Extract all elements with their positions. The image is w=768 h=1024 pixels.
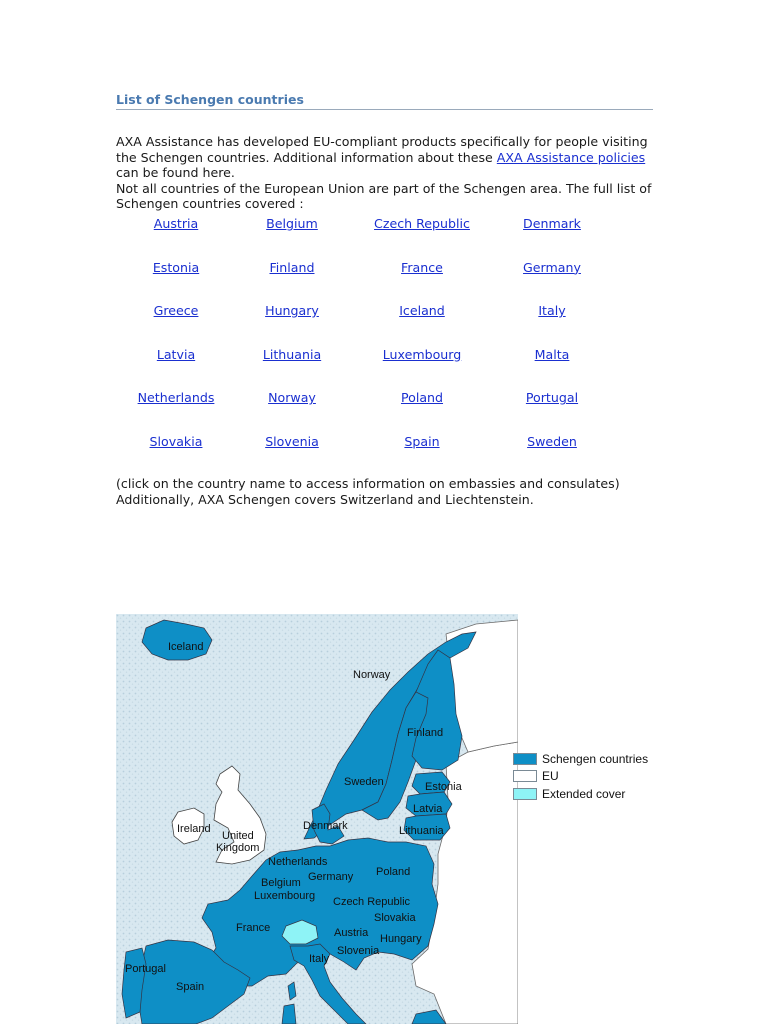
country-link-lithuania[interactable]: Lithuania	[262, 346, 322, 362]
country-link-france[interactable]: France	[401, 259, 443, 275]
map-label-denmark: Denmark	[303, 820, 348, 832]
country-link-finland[interactable]: Finland	[269, 259, 315, 275]
outro-line-1: (click on the country name to access information on embassies and consulates)	[116, 476, 620, 491]
map-label-sweden: Sweden	[344, 776, 384, 788]
country-link-poland[interactable]: Poland	[400, 390, 444, 406]
map-svg	[116, 614, 518, 1024]
country-link-italy[interactable]: Italy	[538, 303, 566, 319]
map-label-slovenia: Slovenia	[337, 945, 380, 957]
outro-line-2: Additionally, AXA Schengen covers Switzerland and Liechtenstein.	[116, 491, 534, 507]
country-link-czech-republic[interactable]: Czech Republic	[374, 216, 470, 231]
country-link-norway[interactable]: Norway	[268, 390, 316, 406]
country-link-latvia[interactable]: Latvia	[156, 346, 196, 362]
map-label-portugal: Portugal	[125, 963, 166, 975]
intro-text-1: AXA Assistance has developed EU-compliant products specifically for people visiting the Schengen countries. Additional information about these	[116, 134, 648, 165]
map-legend	[513, 750, 648, 803]
map-label-uk-1: United	[222, 830, 254, 842]
country-link-iceland[interactable]: Iceland	[399, 303, 445, 319]
country-row	[116, 390, 636, 434]
intro-text-2: can be found here.	[116, 165, 235, 180]
map-label-lithuania: Lithuania	[399, 825, 444, 837]
country-link-spain[interactable]: Spain	[404, 433, 440, 449]
page-title: List of Schengen countries	[116, 92, 653, 110]
country-link-denmark[interactable]: Denmark	[523, 216, 581, 231]
map-label-austria: Austria	[334, 927, 369, 939]
map-label-netherlands: Netherlands	[268, 856, 328, 868]
map-label-luxembourg: Luxembourg	[254, 890, 316, 902]
country-link-luxembourg[interactable]: Luxembourg	[382, 346, 462, 362]
axa-policies-link[interactable]: AXA Assistance policies	[496, 149, 646, 165]
country-row	[116, 216, 636, 260]
island-sardinia	[282, 1004, 296, 1024]
map-label-estonia: Estonia	[425, 781, 462, 793]
map-label-ireland: Ireland	[177, 823, 211, 835]
country-link-estonia[interactable]: Estonia	[152, 259, 200, 275]
outro-text	[116, 476, 676, 507]
country-link-germany[interactable]: Germany	[523, 259, 581, 275]
map-label-czech-republic: Czech Republic	[333, 896, 411, 908]
legend-item-eu	[513, 768, 648, 786]
country-row	[116, 260, 636, 304]
country-link-belgium[interactable]: Belgium	[266, 216, 318, 231]
legend-swatch-extended	[513, 788, 537, 800]
country-link-malta[interactable]: Malta	[534, 346, 570, 362]
map-label-latvia: Latvia	[413, 803, 443, 815]
country-link-slovenia[interactable]: Slovenia	[265, 433, 319, 449]
country-grid	[116, 216, 636, 478]
legend-swatch-eu	[513, 770, 537, 782]
legend-item-extended	[513, 785, 648, 803]
legend-item-schengen	[513, 750, 648, 768]
map-label-slovakia: Slovakia	[374, 912, 416, 924]
country-link-greece[interactable]: Greece	[153, 303, 199, 319]
country-link-netherlands[interactable]: Netherlands	[137, 390, 215, 406]
legend-swatch-schengen	[513, 753, 537, 765]
country-row	[116, 434, 636, 478]
country-link-sweden[interactable]: Sweden	[527, 433, 577, 449]
legend-label-eu: EU	[542, 769, 559, 784]
legend-label-extended: Extended cover	[542, 786, 626, 801]
country-link-austria[interactable]: Austria	[153, 216, 199, 231]
map-label-germany: Germany	[308, 871, 354, 883]
map-label-poland: Poland	[376, 866, 411, 878]
legend-label-schengen: Schengen countries	[542, 751, 649, 766]
country-link-portugal[interactable]: Portugal	[525, 390, 579, 406]
map-label-belgium: Belgium	[261, 877, 301, 889]
intro-text	[116, 134, 656, 212]
map-label-france: France	[236, 922, 271, 934]
map-label-uk-2: Kingdom	[216, 842, 260, 854]
intro-text-3: Not all countries of the European Union are part of the Schengen area. The full list of Schengen countries covered :	[116, 180, 652, 211]
country-link-slovakia[interactable]: Slovakia	[149, 433, 203, 449]
country-row	[116, 303, 636, 347]
country-link-hungary[interactable]: Hungary	[265, 303, 319, 319]
map-label-norway: Norway	[353, 669, 391, 681]
map-label-spain: Spain	[176, 981, 205, 993]
map-label-hungary: Hungary	[380, 933, 422, 945]
map-label-iceland: Iceland	[168, 641, 204, 653]
country-row	[116, 347, 636, 391]
map-label-finland: Finland	[407, 727, 444, 739]
schengen-map	[116, 614, 518, 1024]
map-label-italy: Italy	[309, 953, 330, 965]
